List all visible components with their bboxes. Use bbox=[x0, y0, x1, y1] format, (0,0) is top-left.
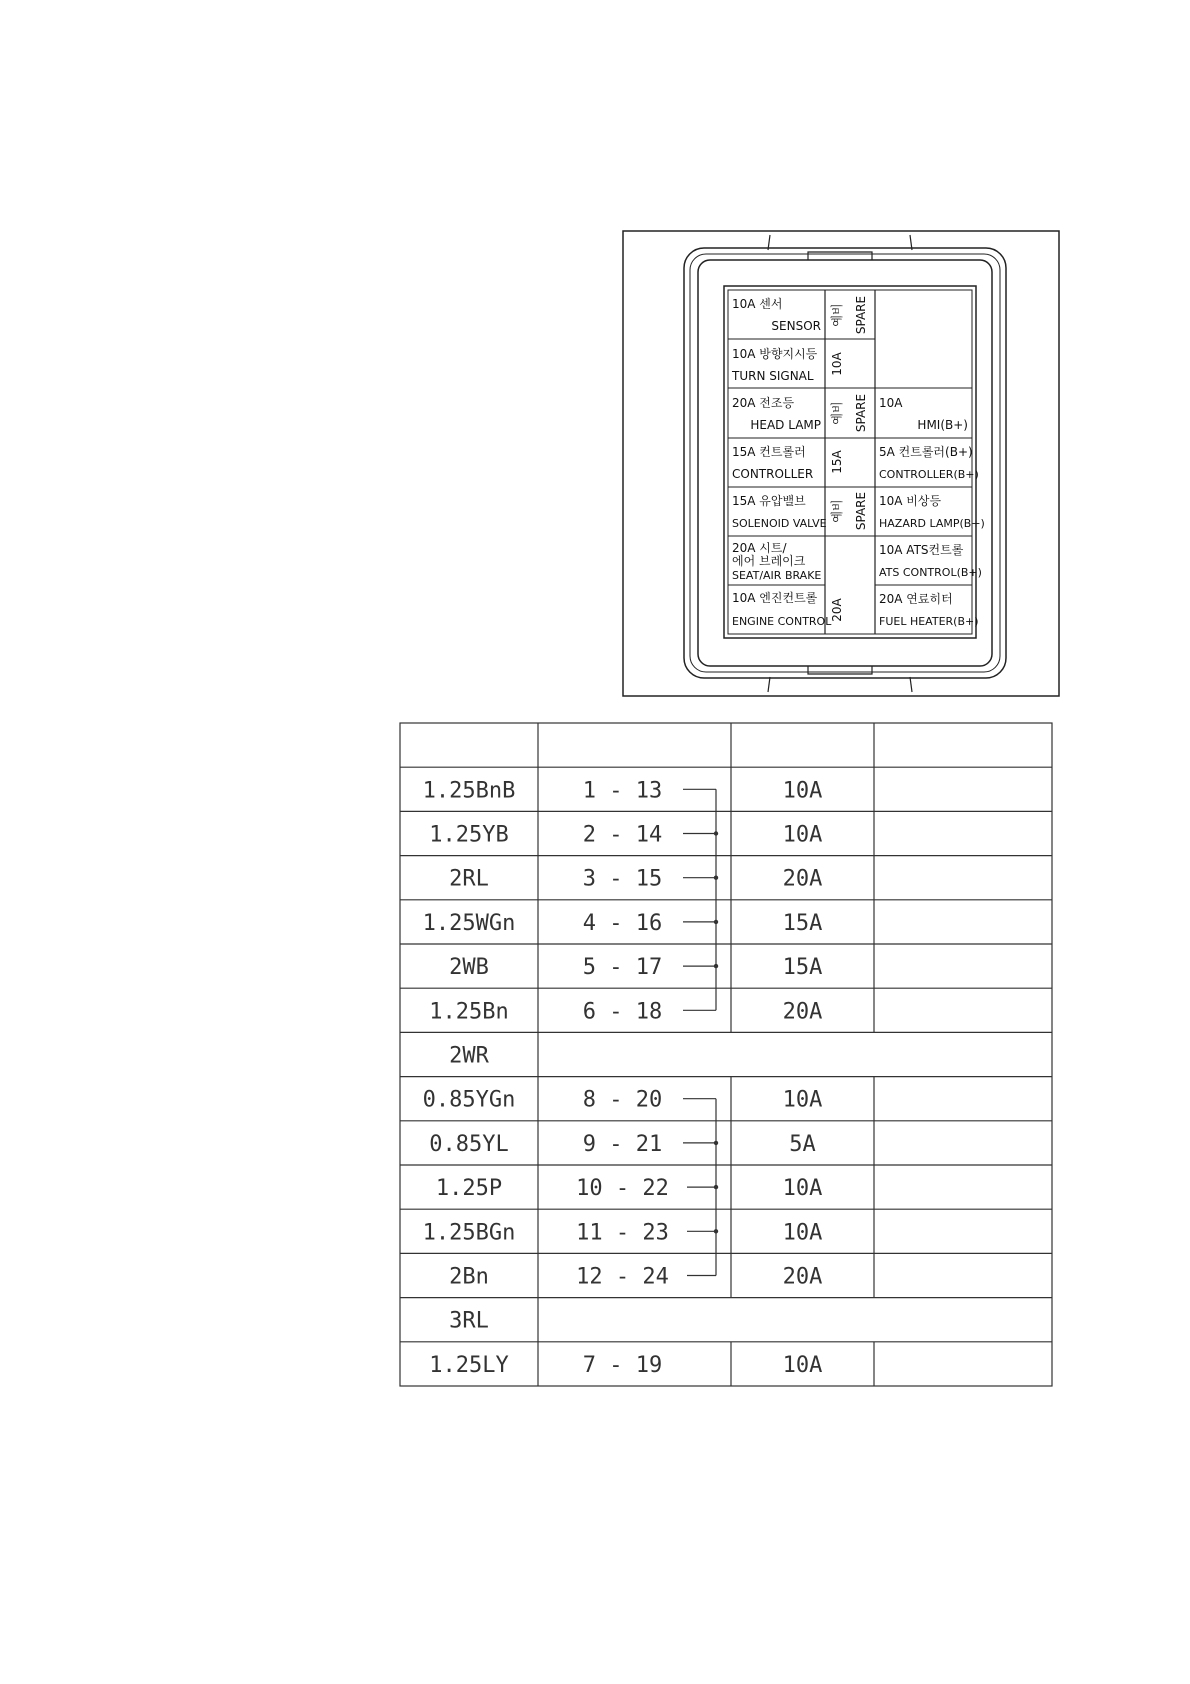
fuse-seat-amp-label: 20A 시트/ bbox=[732, 541, 787, 555]
table-cell-amp: 10A bbox=[782, 1176, 823, 1202]
fuse-hmi-amp-label: 10A bbox=[879, 396, 903, 410]
table-cell-amp: 10A bbox=[782, 1220, 823, 1246]
fuse-ats-amp-label: 10A ATS컨트롤 bbox=[879, 543, 964, 557]
table-cell-wire: 1.25WGn bbox=[422, 910, 516, 936]
fuse-fuel-heater-amp-label: 20A 연료히터 bbox=[879, 592, 953, 606]
bus-junction-dot bbox=[714, 964, 718, 968]
mid-amp-20a: 20A bbox=[830, 598, 844, 622]
table-cell-pins: 2 - 14 bbox=[582, 822, 663, 848]
table-cell-amp: 20A bbox=[782, 866, 823, 892]
table-cell-amp: 5A bbox=[789, 1131, 816, 1157]
table-cell-amp: 10A bbox=[782, 1087, 823, 1113]
table-cell-amp: 20A bbox=[782, 1264, 823, 1290]
table-cell-wire: 1.25YB bbox=[429, 822, 509, 848]
table-cell-wire: 1.25LY bbox=[429, 1352, 509, 1378]
bus-junction-dot bbox=[714, 1185, 718, 1189]
table-cell-amp: 20A bbox=[782, 999, 823, 1025]
fuse-ats-name: ATS CONTROL(B+) bbox=[879, 566, 982, 579]
fuse-controller-b-name: CONTROLLER(B+) bbox=[879, 468, 979, 481]
table-cell-amp: 10A bbox=[782, 778, 823, 804]
fuse-seat-kr-name: 에어 브레이크 bbox=[732, 554, 806, 568]
table-cell-amp: 10A bbox=[782, 822, 823, 848]
table-cell-wire: 1.25Bn bbox=[429, 999, 509, 1025]
fuse-controller-b-amp-label: 5A 컨트롤러(B+) bbox=[879, 445, 973, 459]
fuse-fuel-heater-name: FUEL HEATER(B+) bbox=[879, 615, 979, 628]
table-cell-wire: 0.85YL bbox=[429, 1131, 509, 1157]
fuse-controller-name: CONTROLLER bbox=[732, 467, 814, 481]
spare-1-en: SPARE bbox=[854, 295, 868, 335]
spare-1-kr: 예비 bbox=[830, 303, 844, 327]
table-cell-pins: 10 - 22 bbox=[576, 1176, 669, 1202]
table-cell-wire: 2WB bbox=[449, 955, 489, 981]
table-cell-pins: 4 - 16 bbox=[582, 910, 663, 936]
fuse-head-lamp-amp-label: 20A 전조등 bbox=[732, 396, 795, 410]
mid-amp-15a: 15A bbox=[830, 450, 844, 474]
table-cell-wire: 1.25P bbox=[435, 1176, 503, 1202]
fuse-solenoid-name: SOLENOID VALVE bbox=[732, 517, 827, 530]
table-cell-amp: 10A bbox=[782, 1352, 823, 1378]
fuse-hazard-name: HAZARD LAMP(B+) bbox=[879, 517, 985, 530]
fuse-engine-name: ENGINE CONTROL bbox=[732, 615, 832, 628]
table-cell-pins: 6 - 18 bbox=[582, 999, 663, 1025]
table-cell-pins: 3 - 15 bbox=[582, 866, 663, 892]
spare-2-en: SPARE bbox=[854, 393, 868, 433]
table-cell-pins: 9 - 21 bbox=[582, 1131, 663, 1157]
fuse-hmi-name: HMI(B+) bbox=[917, 418, 968, 432]
fuse-sensor-amp-label: 10A 센서 bbox=[732, 297, 783, 311]
table-cell-wire: 0.85YGn bbox=[422, 1087, 516, 1113]
fuse-turn-signal-amp-label: 10A 방향지시등 bbox=[732, 347, 818, 361]
table-cell-pins: 11 - 23 bbox=[576, 1220, 669, 1246]
fuse-turn-signal-name: TURN SIGNAL bbox=[732, 369, 814, 383]
table-cell-pins: 7 - 19 bbox=[582, 1352, 663, 1378]
fuse-seat-name: SEAT/AIR BRAKE bbox=[732, 569, 822, 582]
fuse-engine-amp-label: 10A 엔진컨트롤 bbox=[732, 591, 818, 605]
table-cell-wire: 2RL bbox=[449, 866, 489, 892]
table-cell-pins: 8 - 20 bbox=[582, 1087, 663, 1113]
spare-2-kr: 예비 bbox=[830, 401, 844, 425]
fuse-controller-amp-label: 15A 컨트롤러 bbox=[732, 445, 806, 459]
table-cell-wire: 3RL bbox=[449, 1308, 489, 1334]
table-cell-wire: 2WR bbox=[449, 1043, 489, 1069]
bus-junction-dot bbox=[714, 1141, 718, 1145]
fuse-hazard-amp-label: 10A 비상등 bbox=[879, 494, 942, 508]
fuse-solenoid-amp-label: 15A 유압밸브 bbox=[732, 494, 806, 508]
table-cell-amp: 15A bbox=[782, 955, 823, 981]
mid-amp-10a: 10A bbox=[830, 352, 844, 376]
spare-3-kr: 예비 bbox=[830, 499, 844, 523]
table-cell-pins: 12 - 24 bbox=[576, 1264, 669, 1290]
bus-junction-dot bbox=[714, 831, 718, 835]
bus-junction-dot bbox=[714, 1229, 718, 1233]
table-cell-wire: 1.25BGn bbox=[422, 1220, 516, 1246]
fuse-head-lamp-name: HEAD LAMP bbox=[750, 418, 821, 432]
table-cell-wire: 2Bn bbox=[449, 1264, 489, 1290]
table-cell-pins: 5 - 17 bbox=[582, 955, 663, 981]
table-cell-wire: 1.25BnB bbox=[422, 778, 516, 804]
bus-junction-dot bbox=[714, 920, 718, 924]
bus-junction-dot bbox=[714, 876, 718, 880]
table-cell-pins: 1 - 13 bbox=[582, 778, 663, 804]
spare-3-en: SPARE bbox=[854, 491, 868, 531]
table-cell-amp: 15A bbox=[782, 910, 823, 936]
fuse-sensor-name: SENSOR bbox=[771, 319, 821, 333]
